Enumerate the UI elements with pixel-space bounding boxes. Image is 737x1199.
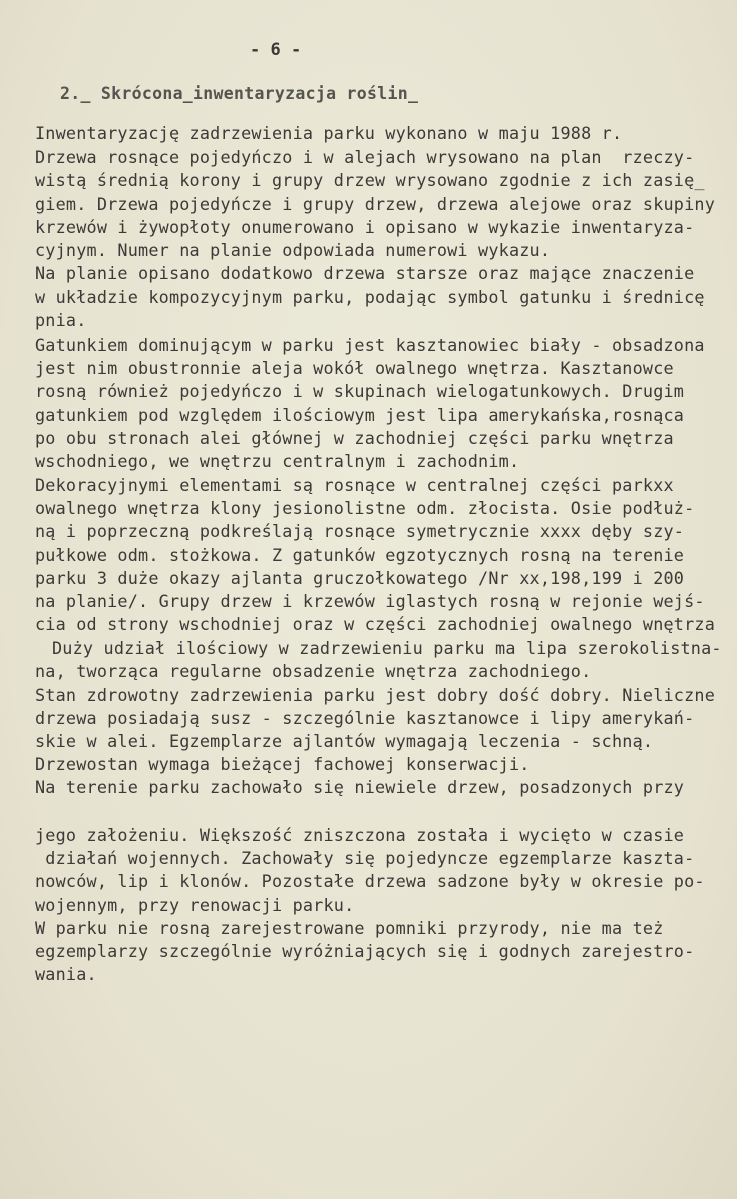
text-line: Drzewa rosnące pojedyńczo i w alejach wrysowano na plan rzeczy- (35, 147, 695, 167)
text-line: wojennym, przy renowacji parku. (35, 895, 355, 915)
text-line: wistą średnią korony i grupy drzew wrysowano zgodnie z ich zasię_ (35, 170, 705, 190)
text-line: Inwentaryzację zadrzewienia parku wykonano w maju 1988 r. (35, 123, 623, 143)
text-line: cia od strony wschodniej oraz w części zachodniej owalnego wnętrza (35, 614, 716, 634)
text-line: W parku nie rosną zarejestrowane pomniki przyrody, nie ma też (35, 918, 664, 938)
text-line: jest nim obustronnie aleja wokół owalnego wnętrza. Kasztanowce (35, 358, 674, 378)
text-line: na planie/. Grupy drzew i krzewów iglastych rosną w rejonie wejś- (35, 591, 705, 611)
section-heading: 2._ Skrócona_inwentaryzacja roślin_ (60, 84, 419, 103)
text-line: działań wojennych. Zachowały się pojedyncze egzemplarze kaszta- (35, 848, 695, 868)
text-line: jego założeniu. Większość zniszczona została i wycięto w czasie (35, 825, 685, 845)
text-line: na, tworząca regularne obsadzenie wnętrza zachodniego. (35, 661, 592, 681)
text-line: nowców, lip i klonów. Pozostałe drzewa sadzone były w okresie po- (35, 871, 705, 891)
text-line: skie w alei. Egzemplarze ajlantów wymagają leczenia - schną. (35, 731, 654, 751)
text-line: drzewa posiadają susz - szczególnie kasztanowce i lipy amerykań- (35, 708, 695, 728)
page-number: - 6 - (250, 40, 302, 60)
text-line: gatunkiem pod względem ilościowym jest lipa amerykańska,rosnąca (35, 405, 685, 425)
text-line: egzemplarzy szczególnie wyróżniających się i godnych zarejestro- (35, 941, 695, 961)
text-line: ną i poprzeczną podkreślają rosnące symetrycznie xxxx dęby szy- (35, 521, 685, 541)
text-line: Na terenie parku zachowało się niewiele drzew, posadzonych przy (35, 777, 685, 797)
text-line: Drzewostan wymaga bieżącej fachowej konserwacji. (35, 754, 530, 774)
text-line: giem. Drzewa pojedyńcze i grupy drzew, drzewa alejowe oraz skupiny (35, 194, 716, 214)
text-line: Na planie opisano dodatkowo drzewa starsze oraz mające znaczenie (35, 263, 695, 283)
text-line: Dekoracyjnymi elementami są rosnące w centralnej części parkxx (35, 475, 674, 495)
text-line: Stan zdrowotny zadrzewienia parku jest dobry dość dobry. Nieliczne (35, 685, 716, 705)
text-line: Gatunkiem dominującym w parku jest kasztanowiec biały - obsadzona (35, 335, 705, 355)
text-line: krzewów i żywopłoty onumerowano i opisano w wykazie inwentaryza- (35, 217, 695, 237)
text-line: parku 3 duże okazy ajlanta gruczołkowatego /Nr xx,198,199 i 200 (35, 568, 685, 588)
text-line: Duży udział ilościowy w zadrzewieniu parku ma lipa szerokolistna- (52, 638, 722, 658)
text-line: owalnego wnętrza klony jesionolistne odm. złocista. Osie podłuż- (35, 498, 695, 518)
text-line: wschodniego, we wnętrzu centralnym i zachodnim. (35, 451, 520, 471)
text-line: w układzie kompozycyjnym parku, podając symbol gatunku i średnicę (35, 287, 705, 307)
text-line: pnia. (35, 310, 87, 330)
text-line: cyjnym. Numer na planie odpowiada numerowi wykazu. (35, 240, 551, 260)
text-line: po obu stronach alei głównej w zachodniej części parku wnętrza (35, 428, 674, 448)
text-line: rosną również pojedyńczo i w skupinach wielogatunkowych. Drugim (35, 381, 685, 401)
text-line: pułkowe odm. stożkowa. Z gatunków egzotycznych rosną na terenie (35, 545, 685, 565)
text-line: wania. (35, 964, 97, 984)
